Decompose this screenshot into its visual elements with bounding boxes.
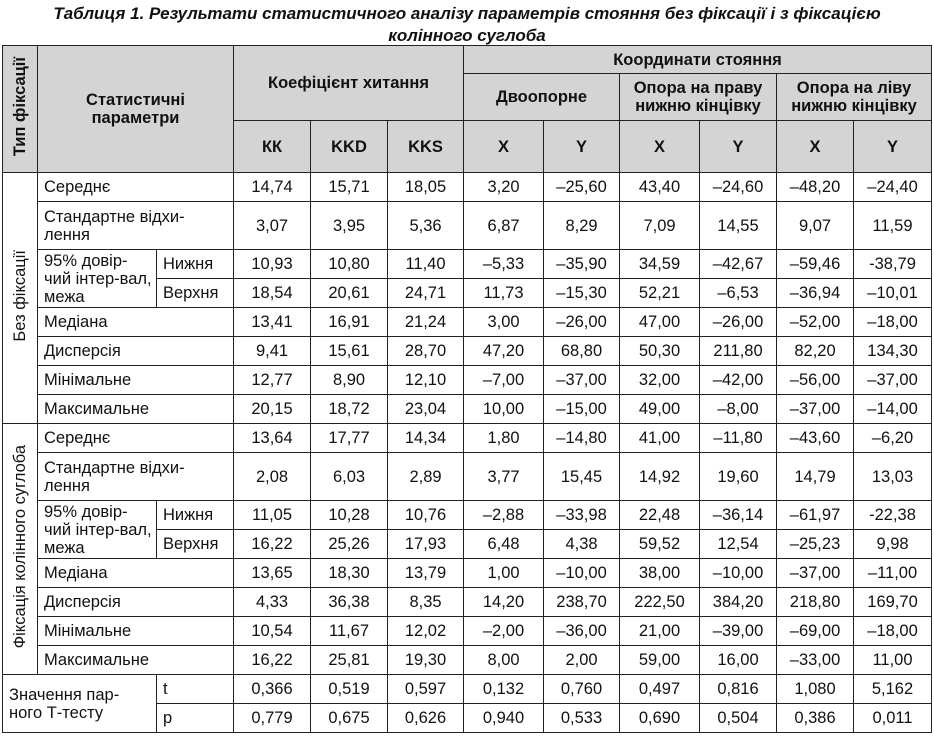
table-cell: 59,00	[620, 646, 700, 675]
table-cell: 10,76	[388, 501, 464, 530]
table-row	[3, 173, 932, 202]
row-label: Медіана	[38, 308, 234, 337]
table-cell: –18,00	[854, 308, 932, 337]
table-row	[3, 250, 932, 279]
table-cell: –2,88	[464, 501, 544, 530]
table-cell: 1,80	[464, 424, 544, 453]
row-label: 95% довір-чий інтер-вал, межа	[38, 501, 157, 559]
ttest-label: Значення пар-ного Т-тесту	[3, 675, 157, 733]
row-label: Дисперсія	[38, 337, 234, 366]
table-cell: 8,00	[464, 646, 544, 675]
table-cell: –52,00	[777, 308, 854, 337]
table-row	[3, 501, 932, 530]
table-cell: 15,61	[311, 337, 388, 366]
table-cell: 3,00	[464, 308, 544, 337]
table-cell: 16,91	[311, 308, 388, 337]
table-cell: 11,05	[234, 501, 311, 530]
table-cell: -38,79	[854, 250, 932, 279]
table-cell: 4,38	[544, 530, 620, 559]
table-row	[3, 395, 932, 424]
table-cell: 0,497	[620, 675, 700, 704]
table-cell: –14,00	[854, 395, 932, 424]
ttest-sublabel: t	[157, 675, 234, 704]
table-cell: 0,597	[388, 675, 464, 704]
table-cell: –39,00	[700, 617, 777, 646]
table-cell: –56,00	[777, 366, 854, 395]
header-left-leg: Опора на ліву нижню кінцівку	[777, 74, 932, 121]
table-cell: –25,23	[777, 530, 854, 559]
header-y: Y	[700, 121, 777, 173]
table-cell: 23,04	[388, 395, 464, 424]
header-y: Y	[544, 121, 620, 173]
table-cell: 218,80	[777, 588, 854, 617]
caption-line-2: колінного суглоба	[388, 26, 546, 45]
table-cell: –6,53	[700, 279, 777, 308]
table-cell: 21,24	[388, 308, 464, 337]
table-cell: 169,70	[854, 588, 932, 617]
table-cell: 28,70	[388, 337, 464, 366]
table-cell: 14,92	[620, 453, 700, 501]
table-cell: 5,36	[388, 202, 464, 250]
table-cell: 12,77	[234, 366, 311, 395]
header-x: X	[464, 121, 544, 173]
table-cell: 10,80	[311, 250, 388, 279]
table-cell: –15,00	[544, 395, 620, 424]
table-cell: 0,940	[464, 704, 544, 733]
table-cell: –26,00	[544, 308, 620, 337]
table-cell: –36,00	[544, 617, 620, 646]
table-cell: 15,71	[311, 173, 388, 202]
table-cell: 3,95	[311, 202, 388, 250]
table-cell: 47,00	[620, 308, 700, 337]
table-cell: –6,20	[854, 424, 932, 453]
table-cell: 11,00	[854, 646, 932, 675]
table-cell: 13,79	[388, 559, 464, 588]
table-row	[3, 366, 932, 395]
table-cell: –37,00	[544, 366, 620, 395]
table-cell: 9,98	[854, 530, 932, 559]
table-cell: 13,03	[854, 453, 932, 501]
table-cell: 10,28	[311, 501, 388, 530]
table-row	[3, 424, 932, 453]
table-cell: –24,60	[700, 173, 777, 202]
table-cell: 16,00	[700, 646, 777, 675]
table-cell: 16,22	[234, 646, 311, 675]
table-cell: 3,77	[464, 453, 544, 501]
header-right-leg: Опора на праву нижню кінцівку	[620, 74, 777, 121]
table-cell: 41,00	[620, 424, 700, 453]
table-cell: –42,67	[700, 250, 777, 279]
table-cell: –33,00	[777, 646, 854, 675]
row-label: Медіана	[38, 559, 234, 588]
table-cell: –11,00	[854, 559, 932, 588]
table-cell: –33,98	[544, 501, 620, 530]
table-cell: 47,20	[464, 337, 544, 366]
table-cell: 2,08	[234, 453, 311, 501]
table-cell: –43,60	[777, 424, 854, 453]
table-cell: 2,89	[388, 453, 464, 501]
table-cell: 11,40	[388, 250, 464, 279]
table-cell: 5,162	[854, 675, 932, 704]
row-label: Мінімальне	[38, 366, 234, 395]
table-cell: 14,79	[777, 453, 854, 501]
header-x: X	[777, 121, 854, 173]
table-cell: 0,675	[311, 704, 388, 733]
table-cell: –24,40	[854, 173, 932, 202]
table-cell: 50,30	[620, 337, 700, 366]
row-label: Дисперсія	[38, 588, 234, 617]
table-row	[3, 308, 932, 337]
header-kks: KKS	[388, 121, 464, 173]
table-header	[3, 46, 932, 173]
table-cell: 0,626	[388, 704, 464, 733]
table-caption	[0, 0, 934, 45]
table-row	[3, 337, 932, 366]
row-sublabel: Верхня	[157, 530, 234, 559]
table-cell: –10,01	[854, 279, 932, 308]
header-y: Y	[854, 121, 932, 173]
table-cell: 6,87	[464, 202, 544, 250]
table-cell: 0,690	[620, 704, 700, 733]
row-label: Середнє	[38, 173, 234, 202]
table-cell: 18,30	[311, 559, 388, 588]
table-cell: –69,00	[777, 617, 854, 646]
table-cell: –36,14	[700, 501, 777, 530]
table-row	[3, 559, 932, 588]
group-label-text: Фіксація колінного суглоба	[11, 445, 29, 649]
table-cell: –25,60	[544, 173, 620, 202]
table-cell: 6,03	[311, 453, 388, 501]
table-cell: 11,67	[311, 617, 388, 646]
table-cell: 59,52	[620, 530, 700, 559]
table-cell: 17,93	[388, 530, 464, 559]
table-row	[3, 675, 932, 704]
table-cell: 18,72	[311, 395, 388, 424]
table-cell: 4,33	[234, 588, 311, 617]
table-cell: 0,504	[700, 704, 777, 733]
table-cell: 36,38	[311, 588, 388, 617]
table-cell: –18,00	[854, 617, 932, 646]
row-label: Мінімальне	[38, 617, 234, 646]
table-cell: –42,00	[700, 366, 777, 395]
table-cell: 16,22	[234, 530, 311, 559]
table-cell: 82,20	[777, 337, 854, 366]
row-label: Стандартне відхи-лення	[38, 202, 234, 250]
table-cell: –10,00	[700, 559, 777, 588]
table-cell: 1,080	[777, 675, 854, 704]
row-label: Середнє	[38, 424, 234, 453]
table-cell: 7,09	[620, 202, 700, 250]
table-cell: 13,41	[234, 308, 311, 337]
header-stat-params: Статистичні параметри	[38, 46, 234, 173]
table-cell: 384,20	[700, 588, 777, 617]
table-cell: –15,30	[544, 279, 620, 308]
table-row	[3, 453, 932, 501]
table-cell: 222,50	[620, 588, 700, 617]
table-row	[3, 646, 932, 675]
table-cell: 19,30	[388, 646, 464, 675]
table-row	[3, 588, 932, 617]
table-cell: 49,00	[620, 395, 700, 424]
table-cell: –37,00	[777, 559, 854, 588]
table-cell: –2,00	[464, 617, 544, 646]
table-cell: 43,40	[620, 173, 700, 202]
table-cell: 38,00	[620, 559, 700, 588]
table-cell: –36,94	[777, 279, 854, 308]
table-cell: –61,97	[777, 501, 854, 530]
table-cell: –59,46	[777, 250, 854, 279]
header-kkd: KKD	[311, 121, 388, 173]
table-cell: 14,20	[464, 588, 544, 617]
table-cell: 12,54	[700, 530, 777, 559]
header-bipedal: Двоопорне	[464, 74, 620, 121]
caption-line-1: Таблиця 1. Результати статистичного аналізу параметрів стояння без фіксації і з фіксацією	[53, 4, 881, 23]
table-cell: 14,55	[700, 202, 777, 250]
table-cell: 8,35	[388, 588, 464, 617]
table-cell: 11,59	[854, 202, 932, 250]
table-cell: 25,26	[311, 530, 388, 559]
table-cell: 19,60	[700, 453, 777, 501]
table-cell: 34,59	[620, 250, 700, 279]
table-cell: 10,54	[234, 617, 311, 646]
table-cell: 1,00	[464, 559, 544, 588]
table-cell: 211,80	[700, 337, 777, 366]
table-cell: 13,65	[234, 559, 311, 588]
table-cell: –37,00	[854, 366, 932, 395]
table-cell: 22,48	[620, 501, 700, 530]
statistics-table	[2, 45, 932, 733]
header-x: X	[620, 121, 700, 173]
table-cell: 134,30	[854, 337, 932, 366]
group-label-text: Без фіксації	[11, 250, 29, 342]
row-sublabel: Нижня	[157, 501, 234, 530]
table-cell: 12,10	[388, 366, 464, 395]
table-cell: 14,74	[234, 173, 311, 202]
table-cell: 14,34	[388, 424, 464, 453]
table-cell: 18,05	[388, 173, 464, 202]
table-cell: –14,80	[544, 424, 620, 453]
header-fixation-type: Тип фіксації	[3, 46, 38, 173]
table-cell: 21,00	[620, 617, 700, 646]
table-cell: –7,00	[464, 366, 544, 395]
table-cell: –48,20	[777, 173, 854, 202]
table-cell: –10,00	[544, 559, 620, 588]
table-cell: 15,45	[544, 453, 620, 501]
group-label	[3, 424, 38, 675]
table-cell: 9,41	[234, 337, 311, 366]
ttest-sublabel: p	[157, 704, 234, 733]
table-cell: -22,38	[854, 501, 932, 530]
table-cell: 17,77	[311, 424, 388, 453]
header-kk: КК	[234, 121, 311, 173]
table-cell: 0,760	[544, 675, 620, 704]
table-cell: 0,533	[544, 704, 620, 733]
row-label: Максимальне	[38, 395, 234, 424]
table-cell: 2,00	[544, 646, 620, 675]
table-cell: –37,00	[777, 395, 854, 424]
header-sway-coefficient: Коефіцієнт хитання	[234, 46, 464, 121]
row-label: 95% довір-чий інтер-вал, межа	[38, 250, 157, 308]
table-cell: 20,61	[311, 279, 388, 308]
row-label: Максимальне	[38, 646, 234, 675]
table-cell: 3,07	[234, 202, 311, 250]
row-sublabel: Нижня	[157, 250, 234, 279]
table-cell: 0,519	[311, 675, 388, 704]
table-cell: 11,73	[464, 279, 544, 308]
table-cell: 13,64	[234, 424, 311, 453]
table-cell: 68,80	[544, 337, 620, 366]
header-coordinates: Координати стояння	[464, 46, 932, 74]
table-cell: 0,366	[234, 675, 311, 704]
table-cell: 6,48	[464, 530, 544, 559]
table-cell: 0,779	[234, 704, 311, 733]
group-label	[3, 173, 38, 424]
table-cell: –26,00	[700, 308, 777, 337]
table-cell: 3,20	[464, 173, 544, 202]
table-cell: 25,81	[311, 646, 388, 675]
table-cell: 10,93	[234, 250, 311, 279]
table-cell: 0,011	[854, 704, 932, 733]
table-cell: 8,90	[311, 366, 388, 395]
table-cell: 0,132	[464, 675, 544, 704]
table-cell: 12,02	[388, 617, 464, 646]
table-cell: –11,80	[700, 424, 777, 453]
row-label: Стандартне відхи-лення	[38, 453, 234, 501]
table-cell: –8,00	[700, 395, 777, 424]
table-body	[3, 173, 932, 733]
table-cell: 32,00	[620, 366, 700, 395]
table-cell: 0,386	[777, 704, 854, 733]
table-cell: 0,816	[700, 675, 777, 704]
table-cell: 18,54	[234, 279, 311, 308]
table-cell: 9,07	[777, 202, 854, 250]
table-row	[3, 617, 932, 646]
table-cell: 8,29	[544, 202, 620, 250]
table-cell: 10,00	[464, 395, 544, 424]
row-sublabel: Верхня	[157, 279, 234, 308]
table-cell: 238,70	[544, 588, 620, 617]
table-cell: 52,21	[620, 279, 700, 308]
table-cell: 24,71	[388, 279, 464, 308]
table-cell: 20,15	[234, 395, 311, 424]
table-cell: –5,33	[464, 250, 544, 279]
table-cell: –35,90	[544, 250, 620, 279]
table-row	[3, 202, 932, 250]
